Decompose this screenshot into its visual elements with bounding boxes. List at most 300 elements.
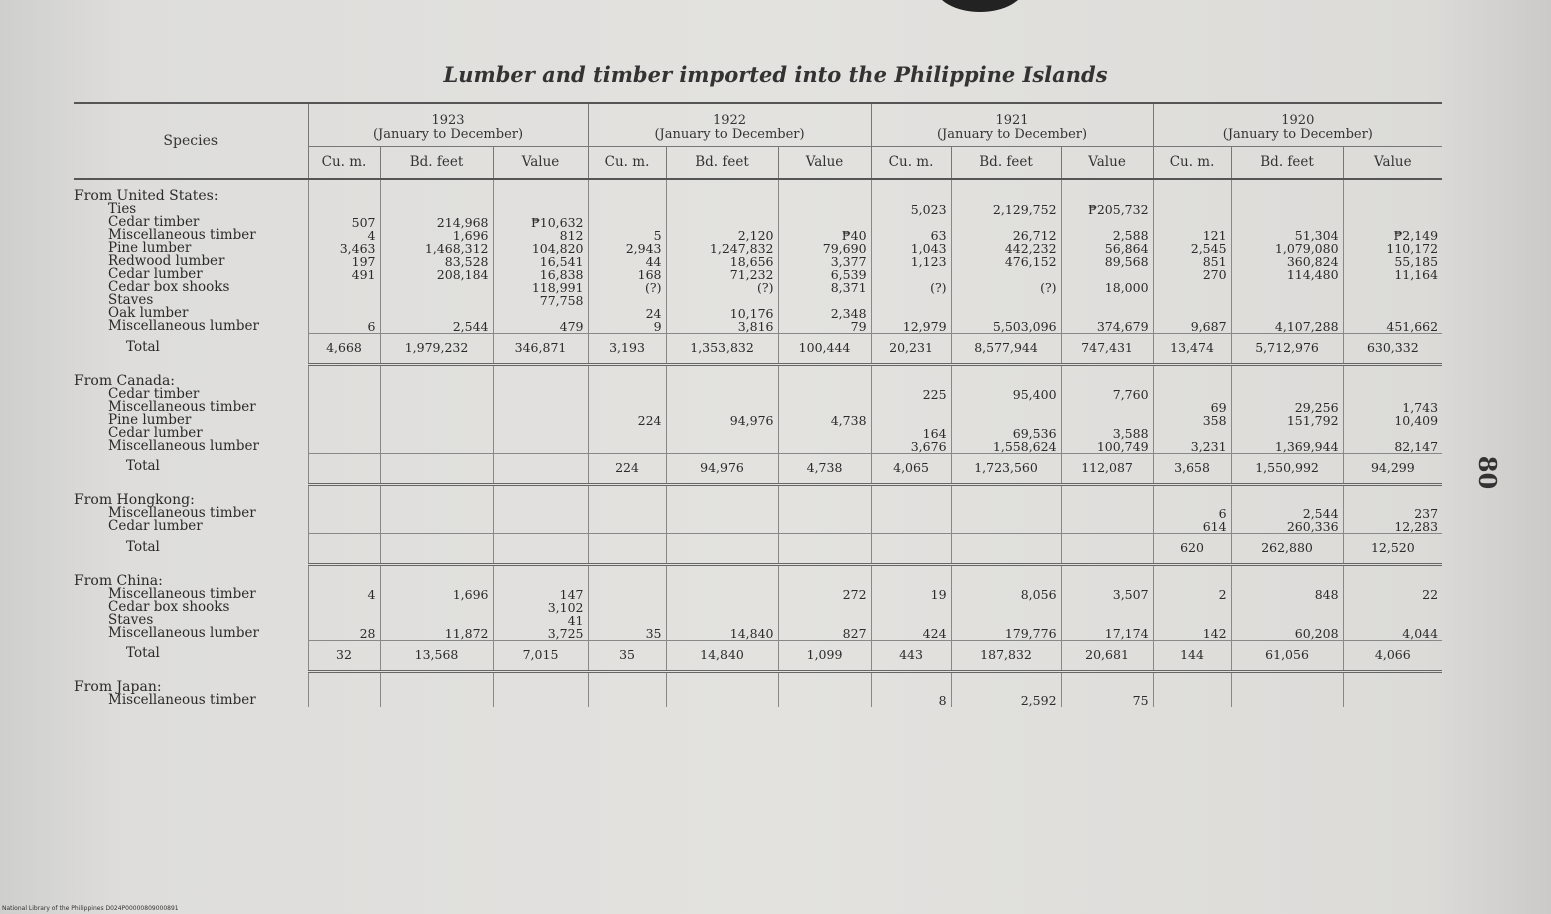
data-cell: 118,991 [493, 281, 588, 294]
total-label: Total [126, 645, 160, 661]
empty-cell [666, 484, 778, 507]
total-row [74, 640, 1442, 671]
data-cell: 1,558,624 [951, 440, 1061, 454]
total-cell: 94,976 [666, 453, 778, 484]
data-cell: 3,588 [1061, 427, 1153, 440]
data-cell [1061, 414, 1153, 427]
data-cell: 41 [493, 614, 588, 627]
data-cell [1231, 601, 1343, 614]
species-label: Cedar timber [108, 214, 200, 230]
total-cell [951, 534, 1061, 565]
year-header: 1923 (January to December) [308, 103, 588, 147]
sub-header-bd-feet: Bd. feet [1231, 147, 1343, 180]
data-cell: ₱10,632 [493, 216, 588, 229]
data-cell: ₱40 [778, 229, 871, 242]
data-cell: 1,369,944 [1231, 440, 1343, 454]
data-cell: 1,123 [871, 255, 951, 268]
empty-cell [1343, 365, 1442, 388]
table-row [74, 427, 1442, 440]
data-cell [666, 440, 778, 454]
data-cell [380, 614, 493, 627]
data-cell: 114,480 [1231, 268, 1343, 281]
empty-cell [1343, 179, 1442, 203]
data-cell: 11,164 [1343, 268, 1442, 281]
data-cell: 270 [1153, 268, 1231, 281]
data-cell [778, 203, 871, 216]
species-label: Pine lumber [108, 240, 192, 256]
data-cell [380, 601, 493, 614]
data-cell: 71,232 [666, 268, 778, 281]
empty-cell [1343, 671, 1442, 694]
empty-cell [493, 365, 588, 388]
data-cell [588, 401, 666, 414]
empty-cell [308, 484, 380, 507]
total-cell: 20,231 [871, 334, 951, 365]
data-cell [308, 294, 380, 307]
total-cell: 100,444 [778, 334, 871, 365]
data-cell: 28 [308, 627, 380, 641]
data-cell: 3,725 [493, 627, 588, 641]
data-cell: 7,760 [1061, 388, 1153, 401]
empty-cell [951, 179, 1061, 203]
data-cell: 79 [778, 320, 871, 334]
species-label: Cedar box shooks [108, 279, 230, 295]
data-cell [951, 614, 1061, 627]
empty-cell [588, 365, 666, 388]
table-title: Lumber and timber imported into the Philippine Islands [443, 62, 1108, 87]
species-label: Miscellaneous lumber [108, 624, 259, 641]
empty-cell [666, 365, 778, 388]
data-cell [1061, 401, 1153, 414]
data-cell [871, 294, 951, 307]
empty-cell [1231, 565, 1343, 588]
data-cell: 225 [871, 388, 951, 401]
data-cell: 3,463 [308, 242, 380, 255]
data-cell: 69,536 [951, 427, 1061, 440]
year-header: 1920 (January to December) [1153, 103, 1442, 147]
empty-cell [308, 565, 380, 588]
total-cell [871, 534, 951, 565]
data-cell: 4,738 [778, 414, 871, 427]
empty-cell [1061, 565, 1153, 588]
total-cell [493, 534, 588, 565]
table-row [74, 388, 1442, 401]
empty-cell [1061, 365, 1153, 388]
total-label: Total [126, 538, 160, 555]
data-cell [1061, 601, 1153, 614]
species-label: Pine lumber [108, 411, 192, 428]
sub-header-value: Value [1343, 147, 1442, 180]
species-label: Miscellaneous timber [108, 505, 256, 521]
data-cell: 3,102 [493, 601, 588, 614]
data-cell [951, 601, 1061, 614]
empty-cell [588, 179, 666, 203]
data-cell [871, 401, 951, 414]
total-cell: 224 [588, 453, 666, 484]
data-cell [1343, 281, 1442, 294]
empty-cell [1153, 179, 1231, 203]
data-cell [778, 507, 871, 520]
data-cell [588, 440, 666, 454]
data-cell: 121 [1153, 229, 1231, 242]
empty-cell [1153, 365, 1231, 388]
species-label: Cedar lumber [108, 424, 203, 441]
group-label: From Hongkong: [74, 492, 195, 508]
data-cell: 451,662 [1343, 320, 1442, 334]
data-cell [1061, 507, 1153, 520]
data-cell [1153, 388, 1231, 401]
total-cell: 144 [1153, 640, 1231, 671]
data-cell: 16,541 [493, 255, 588, 268]
data-cell [588, 520, 666, 534]
total-cell: 35 [588, 640, 666, 671]
data-cell [588, 694, 666, 707]
data-cell: 17,174 [1061, 627, 1153, 641]
total-cell: 747,431 [1061, 334, 1153, 365]
data-cell: 479 [493, 320, 588, 334]
data-cell: (?) [666, 281, 778, 294]
data-cell [1061, 614, 1153, 627]
data-cell: 110,172 [1343, 242, 1442, 255]
data-cell [380, 401, 493, 414]
table-row [74, 614, 1442, 627]
data-cell [588, 507, 666, 520]
data-cell: 4 [308, 229, 380, 242]
data-cell: 3,377 [778, 255, 871, 268]
species-label: Miscellaneous lumber [108, 318, 259, 334]
data-cell: 44 [588, 255, 666, 268]
data-cell: 360,824 [1231, 255, 1343, 268]
empty-cell [588, 671, 666, 694]
group-row [74, 484, 1442, 507]
empty-cell [380, 671, 493, 694]
data-cell: 142 [1153, 627, 1231, 641]
data-cell: 208,184 [380, 268, 493, 281]
data-cell: 374,679 [1061, 320, 1153, 334]
data-cell [871, 520, 951, 534]
sub-header-cu-m: Cu. m. [308, 147, 380, 180]
empty-cell [871, 565, 951, 588]
data-cell: 22 [1343, 588, 1442, 601]
sub-header-value: Value [778, 147, 871, 180]
data-cell: 2,545 [1153, 242, 1231, 255]
empty-cell [778, 671, 871, 694]
data-cell: 442,232 [951, 242, 1061, 255]
total-cell [588, 534, 666, 565]
data-cell: 55,185 [1343, 255, 1442, 268]
empty-cell [380, 179, 493, 203]
data-cell: 491 [308, 268, 380, 281]
data-cell: 51,304 [1231, 229, 1343, 242]
data-cell: 4,044 [1343, 627, 1442, 641]
data-cell: 1,468,312 [380, 242, 493, 255]
data-cell [778, 388, 871, 401]
empty-cell [1153, 484, 1231, 507]
table-row [74, 601, 1442, 614]
data-cell [1231, 388, 1343, 401]
total-cell: 7,015 [493, 640, 588, 671]
data-cell: 1,696 [380, 229, 493, 242]
data-cell: 214,968 [380, 216, 493, 229]
total-cell: 443 [871, 640, 951, 671]
data-cell [308, 388, 380, 401]
data-cell: 1,696 [380, 588, 493, 601]
empty-cell [666, 179, 778, 203]
empty-cell [951, 365, 1061, 388]
total-cell: 4,668 [308, 334, 380, 365]
data-cell: 5,023 [871, 203, 951, 216]
data-cell [1153, 427, 1231, 440]
empty-cell [951, 565, 1061, 588]
total-label: Total [126, 338, 160, 355]
data-cell [778, 427, 871, 440]
data-cell [871, 601, 951, 614]
data-cell [1343, 388, 1442, 401]
data-cell: 9,687 [1153, 320, 1231, 334]
total-cell [1061, 534, 1153, 565]
total-cell: 4,066 [1343, 640, 1442, 671]
data-cell: ₱2,149 [1343, 229, 1442, 242]
year-header: 1921 (January to December) [871, 103, 1153, 147]
data-cell: 18,656 [666, 255, 778, 268]
total-cell [778, 534, 871, 565]
data-cell [1153, 694, 1231, 707]
data-cell [666, 520, 778, 534]
species-label: Miscellaneous timber [108, 398, 256, 415]
empty-cell [1231, 484, 1343, 507]
data-cell [778, 614, 871, 627]
data-cell: 83,528 [380, 255, 493, 268]
data-cell [1231, 294, 1343, 307]
data-cell [588, 388, 666, 401]
data-cell [308, 601, 380, 614]
data-cell: 75 [1061, 694, 1153, 707]
data-cell [666, 401, 778, 414]
total-cell: 4,738 [778, 453, 871, 484]
empty-cell [871, 484, 951, 507]
data-cell: 77,758 [493, 294, 588, 307]
data-cell: 2,544 [1231, 507, 1343, 520]
table-row [74, 401, 1442, 414]
data-cell [871, 614, 951, 627]
total-cell: 94,299 [1343, 453, 1442, 484]
data-cell: 5 [588, 229, 666, 242]
data-cell: 11,872 [380, 627, 493, 641]
sub-header-value: Value [493, 147, 588, 180]
data-cell: 2,120 [666, 229, 778, 242]
table-row [74, 414, 1442, 427]
group-row [74, 565, 1442, 588]
species-header: Species [74, 103, 308, 179]
total-cell [493, 453, 588, 484]
data-cell: 12,979 [871, 320, 951, 334]
data-cell [493, 440, 588, 454]
data-cell: 56,864 [1061, 242, 1153, 255]
total-cell [380, 453, 493, 484]
total-row [74, 534, 1442, 565]
data-cell: 476,152 [951, 255, 1061, 268]
data-cell [666, 588, 778, 601]
data-cell [778, 694, 871, 707]
total-cell: 61,056 [1231, 640, 1343, 671]
data-cell: 2,348 [778, 307, 871, 320]
total-label: Total [126, 458, 160, 474]
data-cell [588, 601, 666, 614]
year-header: 1922 (January to December) [588, 103, 871, 147]
lumber-import-table [74, 102, 1442, 707]
data-cell: 3,507 [1061, 588, 1153, 601]
page-number: 80 [1473, 455, 1503, 490]
data-cell [1231, 203, 1343, 216]
data-cell [778, 520, 871, 534]
data-cell [951, 520, 1061, 534]
data-cell [308, 401, 380, 414]
data-cell [380, 414, 493, 427]
table-row [74, 627, 1442, 641]
species-label: Redwood lumber [108, 253, 225, 269]
data-cell [308, 507, 380, 520]
total-cell: 630,332 [1343, 334, 1442, 365]
total-cell [666, 534, 778, 565]
data-cell: 95,400 [951, 388, 1061, 401]
data-cell: 63 [871, 229, 951, 242]
data-cell [1153, 294, 1231, 307]
data-cell [871, 507, 951, 520]
data-cell: 19 [871, 588, 951, 601]
data-cell: 5,503,096 [951, 320, 1061, 334]
data-cell [951, 507, 1061, 520]
species-label: Staves [108, 611, 154, 628]
empty-cell [493, 179, 588, 203]
total-cell: 14,840 [666, 640, 778, 671]
empty-cell [308, 365, 380, 388]
group-row [74, 671, 1442, 694]
total-cell: 1,723,560 [951, 453, 1061, 484]
data-cell [951, 401, 1061, 414]
data-cell [1343, 294, 1442, 307]
species-label: Cedar timber [108, 385, 200, 402]
table-body [74, 179, 1442, 707]
data-cell: 104,820 [493, 242, 588, 255]
total-cell: 112,087 [1061, 453, 1153, 484]
data-cell [493, 388, 588, 401]
data-cell [493, 694, 588, 707]
empty-cell [951, 484, 1061, 507]
empty-cell [1061, 671, 1153, 694]
data-cell: 851 [1153, 255, 1231, 268]
empty-cell [380, 484, 493, 507]
data-cell [493, 520, 588, 534]
data-cell: 2,544 [380, 320, 493, 334]
data-cell: 3,231 [1153, 440, 1231, 454]
data-cell [308, 281, 380, 294]
empty-cell [308, 671, 380, 694]
scan-footer: National Library of the Philippines D024P00000809000891 [2, 905, 179, 912]
data-cell: 1,247,832 [666, 242, 778, 255]
empty-cell [493, 671, 588, 694]
data-cell: 812 [493, 229, 588, 242]
data-cell: 69 [1153, 401, 1231, 414]
empty-cell [1231, 671, 1343, 694]
group-row [74, 365, 1442, 388]
data-cell: 358 [1153, 414, 1231, 427]
data-cell [493, 427, 588, 440]
group-label: From Canada: [74, 372, 176, 389]
empty-cell [871, 365, 951, 388]
data-cell: 237 [1343, 507, 1442, 520]
data-cell [308, 694, 380, 707]
data-cell: 4 [308, 588, 380, 601]
data-cell [308, 427, 380, 440]
species-label: Oak lumber [108, 305, 189, 321]
species-label: Miscellaneous timber [108, 692, 256, 708]
data-cell: 29,256 [1231, 401, 1343, 414]
data-cell [1231, 281, 1343, 294]
empty-cell [493, 565, 588, 588]
data-cell: 224 [588, 414, 666, 427]
data-cell [871, 414, 951, 427]
data-cell: 9 [588, 320, 666, 334]
data-cell: (?) [951, 281, 1061, 294]
sub-header-bd-feet: Bd. feet [380, 147, 493, 180]
species-label: Miscellaneous timber [108, 227, 256, 243]
data-cell [666, 507, 778, 520]
data-cell: 94,976 [666, 414, 778, 427]
total-row [74, 334, 1442, 365]
data-cell [493, 414, 588, 427]
total-cell: 20,681 [1061, 640, 1153, 671]
data-cell [1343, 614, 1442, 627]
total-cell: 1,550,992 [1231, 453, 1343, 484]
data-cell [1061, 294, 1153, 307]
data-cell: 8,371 [778, 281, 871, 294]
table-row [74, 520, 1442, 534]
total-cell: 13,474 [1153, 334, 1231, 365]
species-label: Cedar lumber [108, 266, 203, 282]
empty-cell [778, 179, 871, 203]
data-cell: 3,676 [871, 440, 951, 454]
data-cell [380, 281, 493, 294]
total-cell: 3,193 [588, 334, 666, 365]
data-cell: 2,943 [588, 242, 666, 255]
total-cell: 5,712,976 [1231, 334, 1343, 365]
species-label: Miscellaneous lumber [108, 437, 259, 454]
data-cell: (?) [588, 281, 666, 294]
data-cell [308, 414, 380, 427]
data-cell [380, 440, 493, 454]
data-cell: 6 [308, 320, 380, 334]
data-cell [1231, 614, 1343, 627]
total-cell: 3,658 [1153, 453, 1231, 484]
total-cell: 12,520 [1343, 534, 1442, 565]
total-row [74, 453, 1442, 484]
total-cell: 13,568 [380, 640, 493, 671]
sub-header-bd-feet: Bd. feet [951, 147, 1061, 180]
data-cell [666, 427, 778, 440]
data-cell [778, 601, 871, 614]
total-cell [308, 534, 380, 565]
total-cell: 187,832 [951, 640, 1061, 671]
species-label: Cedar box shooks [108, 598, 230, 615]
data-cell: 82,147 [1343, 440, 1442, 454]
total-cell [308, 453, 380, 484]
data-cell [1153, 614, 1231, 627]
table-row [74, 440, 1442, 454]
data-cell [588, 427, 666, 440]
data-cell: 89,568 [1061, 255, 1153, 268]
data-cell: 2,129,752 [951, 203, 1061, 216]
data-cell: 79,690 [778, 242, 871, 255]
